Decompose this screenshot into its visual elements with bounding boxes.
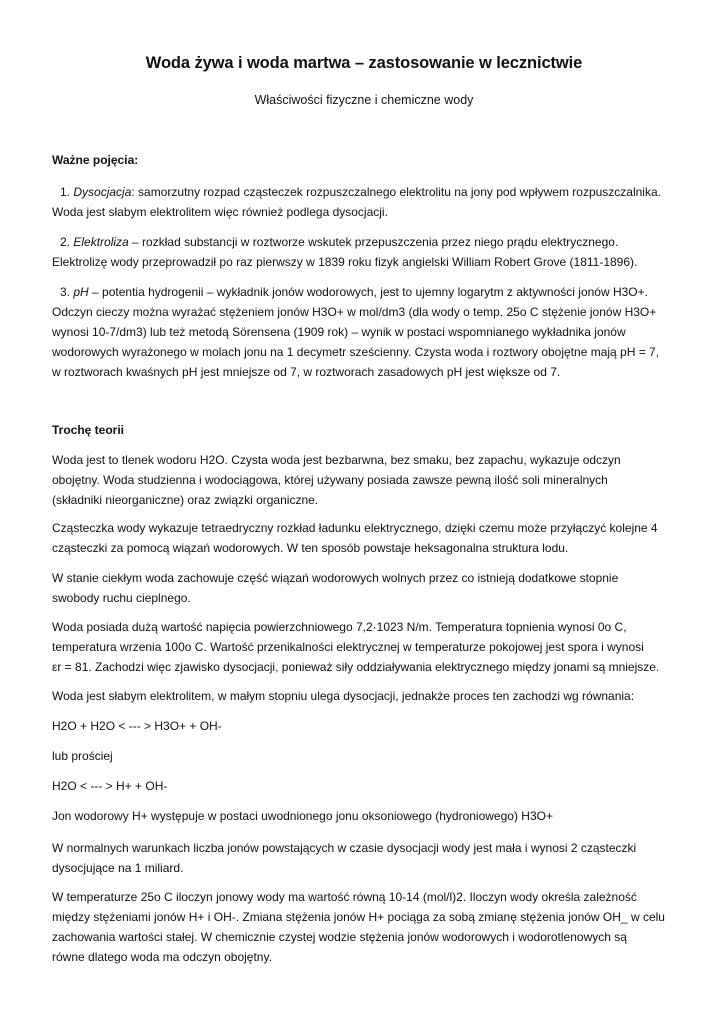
concepts-heading: Ważne pojęcia:: [52, 153, 139, 167]
equation-simple: [52, 776, 676, 796]
document-subtitle: Właściwości fizyczne i chemiczne wody: [254, 93, 474, 107]
paragraph-line: temperatura wrzenia 100o C. Wartość przenikalności elektrycznej w temperaturze pokojowej jest spora i wynosi: [52, 640, 644, 654]
theory-paragraph: [52, 838, 676, 878]
theory-paragraph: [52, 450, 676, 510]
concept-line: wodorowych wyrażonego w molach jonu na 1 decymetr sześcienny. Czysta woda i roztwory obojętne mają pH = 7,: [52, 345, 660, 359]
paragraph-line: H2O + H2O < --- > H3O+ + OH-: [52, 719, 222, 733]
concept-definition: : samorzutny rozpad cząsteczek rozpuszczalnego elektrolitu na jony pod wpływem rozpuszczalnika.: [131, 185, 661, 199]
concept-term: Elektroliza: [73, 235, 129, 249]
paragraph-line: Woda jest słabym elektrolitem, w małym stopniu ulega dysocjacji, jednakże proces ten zachodzi wg równania:: [52, 689, 635, 703]
paragraph-line: H2O < --- > H+ + OH-: [52, 779, 168, 793]
concept-line: Woda jest słabym elektrolitem więc również podlega dysocjacji.: [52, 205, 388, 219]
concept-number: 3.: [60, 285, 71, 299]
concept-line: w roztworach kwaśnych pH jest mniejsze od 7, w roztworach zasadowych pH jest większe od 7.: [52, 365, 561, 379]
concept-number: 2.: [60, 235, 71, 249]
paragraph-line: Woda posiada dużą wartość napięcia powierzchniowego 7,2·1023 N/m. Temperatura topnienia wynosi 0o C,: [52, 620, 627, 634]
paragraph-line: obojętny. Woda studzienna i wodociągowa, której używany posiada zawsze pewną ilość soli mineralnych: [52, 473, 608, 487]
paragraph-line: między stężeniami jonów H+ i OH-. Zmiana stężenia jonów H+ pociąga za sobą zmianę stężenia jonów OH_ w celu: [52, 910, 665, 924]
paragraph-line: równe dlatego woda ma odczyn obojętny.: [52, 950, 272, 964]
concept-line: Elektrolizę wody przeprowadził po raz pierwszy w 1839 roku fizyk angielski William Robert Grove (1811-1896).: [52, 255, 638, 269]
paragraph-line: Cząsteczka wody wykazuje tetraedryczny rozkład ładunku elektrycznego, dzięki czemu może przyłączyć kolejne 4: [52, 521, 658, 535]
concept-definition: – potentia hydrogenii – wykładnik jonów wodorowych, jest to ujemny logarytm z aktywności jonów H3O+.: [88, 285, 648, 299]
concept-line: wynosi 10-7/dm3) lub też metodą Sörensena (1909 rok) – wynik w postaci wspomnianego wykładnika jonów: [52, 325, 626, 339]
theory-paragraph: [52, 806, 676, 826]
concept-term: pH: [73, 285, 89, 299]
concept-item-3: [52, 282, 676, 382]
paragraph-line: Woda jest to tlenek wodoru H2O. Czysta woda jest bezbarwna, bez smaku, bez zapachu, wykazuje odczyn: [52, 453, 621, 467]
concept-term: Dysocjacja: [73, 185, 132, 199]
paragraph-line: lub prościej: [52, 749, 113, 763]
concept-number: 1.: [60, 185, 71, 199]
theory-paragraph: [52, 746, 676, 766]
paragraph-line: W temperaturze 25o C iloczyn jonowy wody ma wartość równą 10-14 (mol/l)2. Iloczyn wody określa zależność: [52, 890, 637, 904]
theory-paragraph: [52, 617, 676, 677]
concept-item-1: [52, 182, 676, 222]
equation-full: [52, 716, 676, 736]
document-title: Woda żywa i woda martwa – zastosowanie w lecznictwie: [145, 54, 583, 72]
concept-line: Odczyn cieczy można wyrażać stężeniem jonów H3O+ w mol/dm3 (dla wody o temp. 25o C stężenie jonów H3O+: [52, 305, 657, 319]
theory-heading: Trochę teorii: [52, 423, 125, 437]
paragraph-line: cząsteczki za pomocą wiązań wodorowych. W ten sposób powstaje heksagonalna struktura lodu.: [52, 541, 569, 555]
theory-paragraph: [52, 887, 676, 967]
paragraph-line: εr = 81. Zachodzi więc zjawisko dysocjacji, ponieważ siły oddziaływania elektrycznego między jonami są mniejsze.: [52, 660, 660, 674]
paragraph-line: swobody ruchu cieplnego.: [52, 591, 191, 605]
paragraph-line: W stanie ciekłym woda zachowuje część wiązań wodorowych wolnych przez co istnieją dodatkowe stopnie: [52, 571, 619, 585]
theory-paragraph: [52, 518, 676, 558]
paragraph-line: zachowania wartości stałej. W chemicznie czystej wodzie stężenia jonów wodorowych i wodorotlenowych są: [52, 930, 627, 944]
paragraph-line: dysocjujące na 1 miliard.: [52, 861, 184, 875]
paragraph-line: (składniki nieorganiczne) oraz związki organiczne.: [52, 493, 319, 507]
theory-paragraph: [52, 568, 676, 608]
paragraph-line: Jon wodorowy H+ występuje w postaci uwodnionego jonu oksoniowego (hydroniowego) H3O+: [52, 809, 553, 823]
paragraph-line: W normalnych warunkach liczba jonów powstających w czasie dysocjacji wody jest mała i wynosi 2 cząsteczki: [52, 841, 637, 855]
concept-item-2: [52, 232, 676, 272]
theory-paragraph: [52, 686, 676, 706]
concept-definition: – rozkład substancji w roztworze wskutek przepuszczenia przez niego prądu elektrycznego.: [128, 235, 619, 249]
